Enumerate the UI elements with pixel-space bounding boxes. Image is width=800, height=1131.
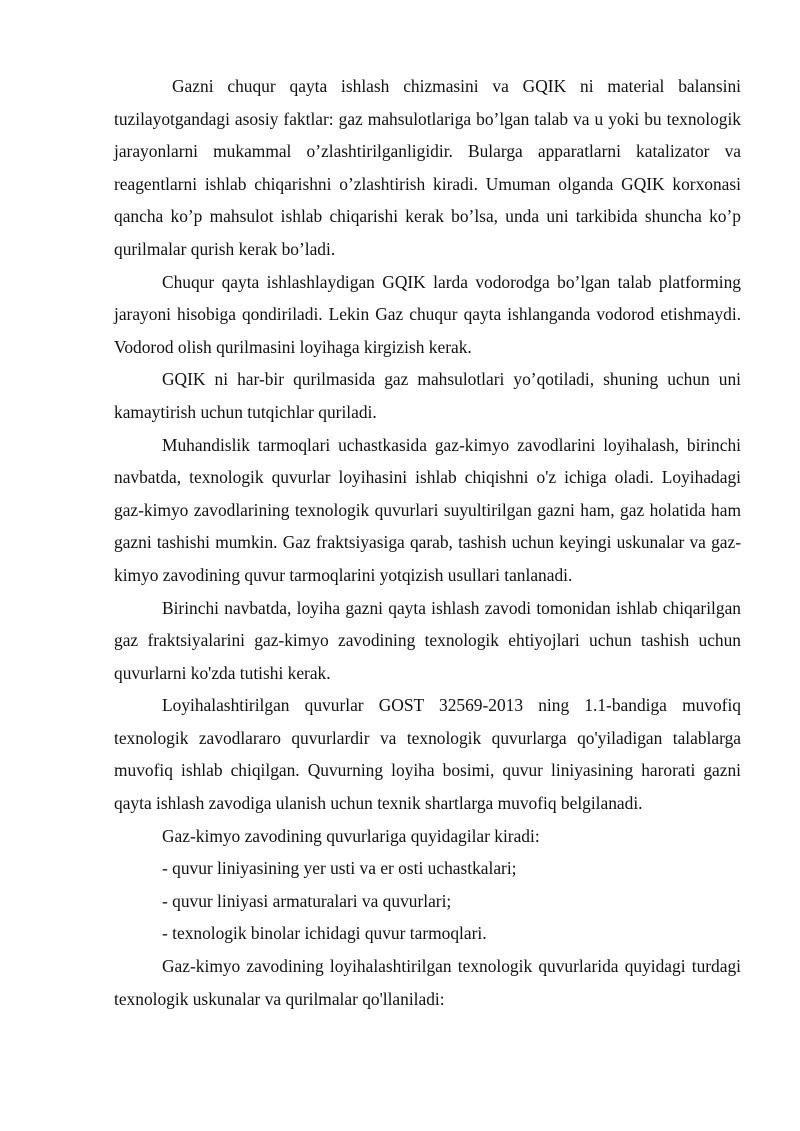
paragraph-material-balance: Gazni chuqur qayta ishlash chizmasini va GQIK ni material balansini tuzilayotgandagi asosiy faktlar: gaz mahsulotlariga bo’lgan talab va u yoki bu texnologik jarayonlarni mukammal o’zlashtirilganligidir. Bularga apparatlarni katalizator va reagentlarni ishlab chiqarishni o’zlashtirish kiradi. Umuman olganda GQIK korxonasi qancha ko’p mahsulot ishlab chiqarishi kerak bo’lsa, unda uni tarkibida shuncha ko’p qurilmalar qurish kerak bo’ladi.	[114, 76, 741, 259]
paragraph-pipelines-include: Gaz-kimyo zavodining quvurlariga quyidagilar kiradi:	[162, 825, 540, 846]
list-item-above-below-ground: - quvur liniyasining yer usti va er osti uchastkalari;	[162, 858, 517, 879]
paragraph-gas-fraction-transport: Birinchi navbatda, loyiha gazni qayta ishlash zavodi tomonidan ishlab chiqarilgan gaz fraktsiyalarini gaz-kimyo zavodining texnologik ehtiyojlari uchun tashish uchun quvurlarni ko'zda tutishi kerak.	[114, 597, 741, 683]
document-page	[114, 70, 741, 1015]
paragraph-gost-pipelines: Loyihalashtirilgan quvurlar GOST 32569-2013 ning 1.1-bandiga muvofiq texnologik zavodlararo quvurlardir va texnologik quvurlarga qo'yiladigan talablarga muvofiq ishlab chiqilgan. Quvurning loyiha bosimi, quvur liniyasining harorati gazni qayta ishlash zavodiga ulanish uchun texnik shartlarga muvofiq belgilanadi.	[114, 695, 741, 814]
list-item-building-networks: - texnologik binolar ichidagi quvur tarmoqlari.	[162, 923, 487, 944]
paragraph-product-losses: GQIK ni har-bir qurilmasida gaz mahsulotlari yo’qotiladi, shuning uchun uni kamaytirish uchun tutqichlar quriladi.	[114, 369, 741, 422]
paragraph-hydrogen-demand: Chuqur qayta ishlashlaydigan GQIK larda vodorodga bo’lgan talab platforming jarayoni hisobiga qondiriladi. Lekin Gaz chuqur qayta ishlanganda vodorod etishmaydi. Vodorod olish qurilmasini loyihaga kirgizish kerak.	[114, 271, 741, 357]
list-item-fittings: - quvur liniyasi armaturalari va quvurlari;	[162, 890, 452, 911]
paragraph-engineering-networks: Muhandislik tarmoqlari uchastkasida gaz-kimyo zavodlarini loyihalash, birinchi navbatda, texnologik quvurlar loyihasini ishlab chiqishni o'z ichiga oladi. Loyihadagi gaz-kimyo zavodlarining texnologik quvurlari suyultirilgan gazni ham, gaz holatida ham gazni tashishi mumkin. Gaz fraktsiyasiga qarab, tashish uchun keyingi uskunalar va gaz-kimyo zavodining quvur tarmoqlarini yotqizish usullari tanlanadi.	[114, 434, 741, 585]
paragraph-equipment-used: Gaz-kimyo zavodining loyihalashtirilgan texnologik quvurlarida quyidagi turdagi texnologik uskunalar va qurilmalar qo'llaniladi:	[114, 956, 741, 1009]
